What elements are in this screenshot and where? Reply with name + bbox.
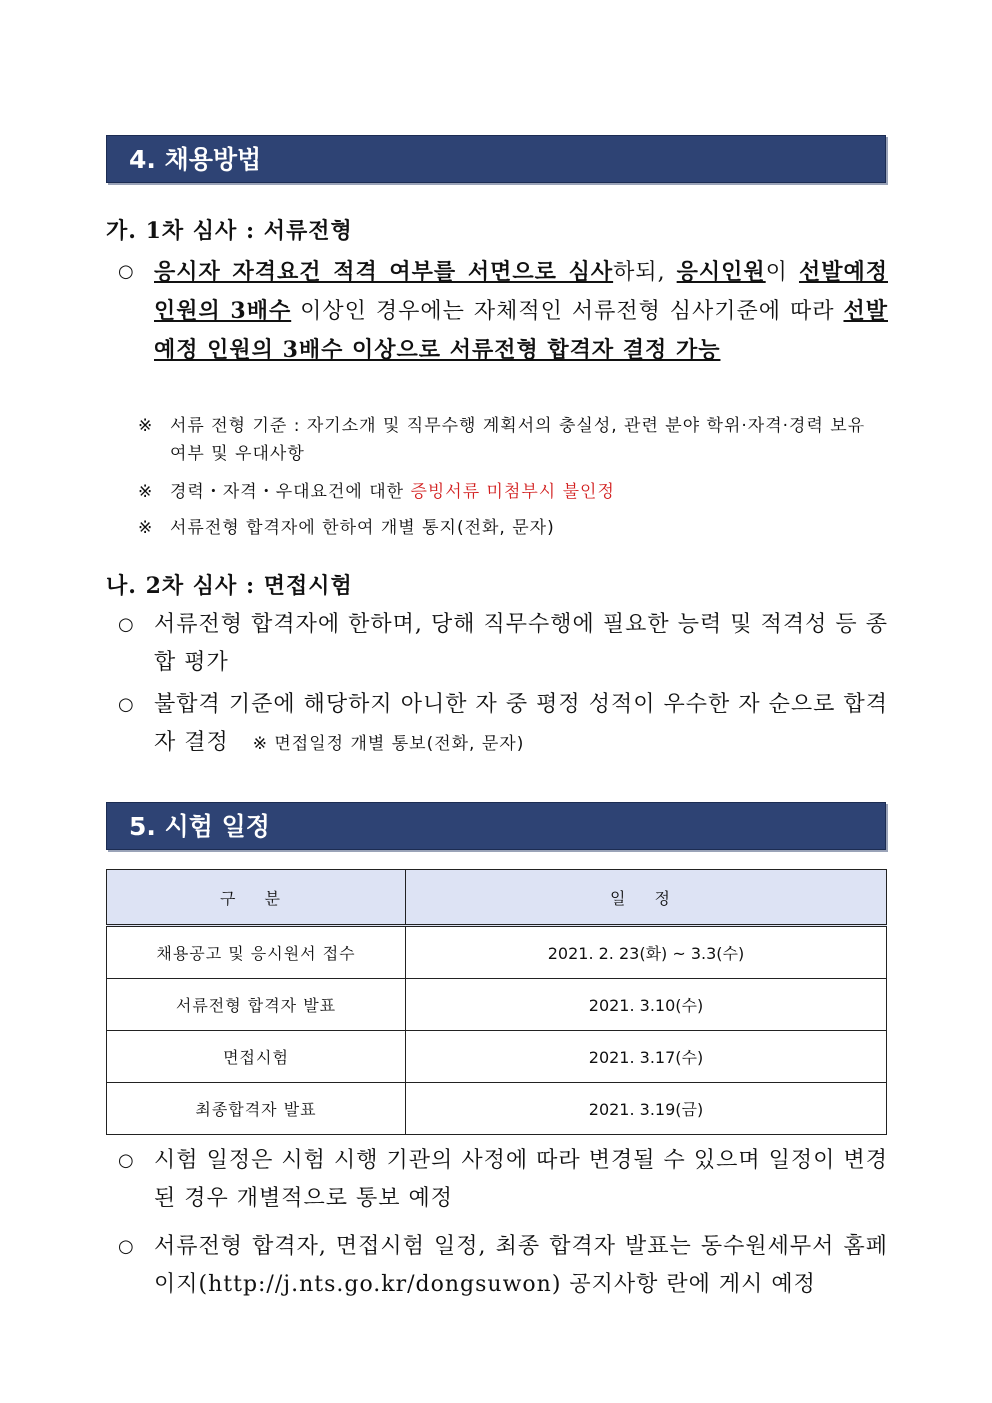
warning-text: 증빙서류 미첨부시 불인정 bbox=[410, 482, 615, 502]
bullet-text: 서류전형 합격자, 면접시험 일정, 최종 합격자 발표는 동수원세무서 홈페이지(http://j.nts.go.kr/dongsuwon) 공지사항 란에 게시 예정 bbox=[154, 1234, 888, 1297]
note-text: 서류전형 합격자에 한하여 개별 통지(전화, 문자) bbox=[170, 518, 555, 538]
row-label: 채용공고 및 응시원서 접수 bbox=[107, 926, 406, 979]
table-row bbox=[107, 979, 887, 1031]
row-label: 서류전형 합격자 발표 bbox=[107, 979, 406, 1031]
bullet-circle-icon: ○ bbox=[118, 694, 134, 715]
schedule-table bbox=[106, 869, 887, 1135]
bullet-schedule-change bbox=[118, 1142, 888, 1218]
bullet-text: 시험 일정은 시험 시행 기관의 사정에 따라 변경될 수 있으며 일정이 변경된 경우 개별적으로 통보 예정 bbox=[154, 1148, 888, 1211]
note-individual-notice bbox=[138, 514, 888, 542]
bullet-final-decision bbox=[118, 686, 888, 763]
bullet-circle-icon: ○ bbox=[118, 1150, 134, 1171]
header-schedule: 일 정 bbox=[406, 870, 887, 926]
subsection-1-heading: 가. 1차 심사 : 서류전형 bbox=[106, 218, 353, 244]
note-mark-icon: ※ bbox=[138, 482, 153, 502]
interview-notice: ※ 면접일정 개별 통보(전화, 문자) bbox=[252, 734, 525, 754]
row-date: 2021. 3.17(수) bbox=[406, 1031, 887, 1083]
bullet-document-screening bbox=[118, 253, 888, 370]
table-header-row bbox=[107, 870, 887, 926]
section-4-header: 4. 채용방법 bbox=[106, 135, 886, 183]
bullet-circle-icon: ○ bbox=[118, 1236, 134, 1257]
row-date: 2021. 3.19(금) bbox=[406, 1083, 887, 1135]
row-date: 2021. 2. 23(화) ~ 3.3(수) bbox=[406, 926, 887, 979]
table-row bbox=[107, 1031, 887, 1083]
note-text: 서류 전형 기준 : 자기소개 및 직무수행 계획서의 충실성, 관련 분야 학위·자격·경력 보유 여부 및 우대사항 bbox=[170, 416, 866, 464]
subsection-2-heading: 나. 2차 심사 : 면접시험 bbox=[106, 573, 353, 599]
note-evidence-documents bbox=[138, 478, 888, 506]
header-category: 구 분 bbox=[107, 870, 406, 926]
row-label: 면접시험 bbox=[107, 1031, 406, 1083]
note-mark-icon: ※ bbox=[138, 518, 153, 538]
bullet-text: 응시자 자격요건 적격 여부를 서면으로 심사하되, 응시인원이 선발예정 인원의 3배수 이상인 경우에는 자체적인 서류전형 심사기준에 따라 선발 예정 인원의 3배수 이상으로 서류전형 합격자 결정 가능 bbox=[154, 259, 888, 363]
bullet-interview-evaluation bbox=[118, 606, 888, 682]
bullet-circle-icon: ○ bbox=[118, 261, 134, 282]
bullet-text: 서류전형 합격자에 한하며, 당해 직무수행에 필요한 능력 및 적격성 등 종합 평가 bbox=[154, 612, 888, 675]
bullet-text: 불합격 기준에 해당하지 아니한 자 중 평정 성적이 우수한 자 순으로 합격자 결정 ※ 면접일정 개별 통보(전화, 문자) bbox=[154, 692, 888, 755]
section-5-header: 5. 시험 일정 bbox=[106, 802, 886, 850]
bullet-announcement bbox=[118, 1228, 888, 1304]
note-screening-criteria bbox=[138, 412, 888, 468]
note-mark-icon: ※ bbox=[138, 416, 153, 436]
note-text: 경력・자격・우대요건에 대한 증빙서류 미첨부시 불인정 bbox=[170, 482, 615, 502]
table-row bbox=[107, 1083, 887, 1135]
row-date: 2021. 3.10(수) bbox=[406, 979, 887, 1031]
bullet-circle-icon: ○ bbox=[118, 614, 134, 635]
table-row bbox=[107, 926, 887, 979]
row-label: 최종합격자 발표 bbox=[107, 1083, 406, 1135]
